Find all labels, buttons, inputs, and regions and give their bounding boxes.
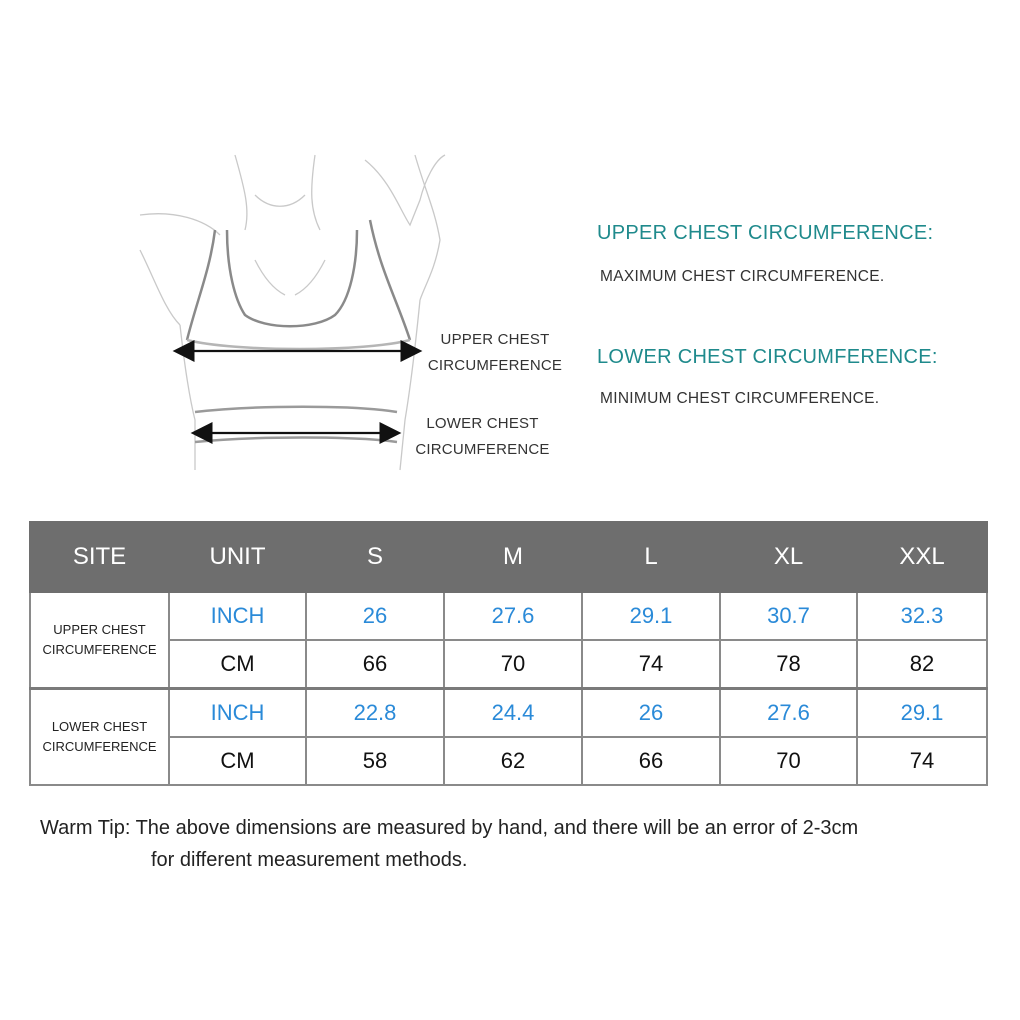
- table-row: [30, 592, 987, 640]
- unit-cell: CM: [169, 640, 306, 689]
- diagram-upper-label-line1: UPPER CHEST: [440, 331, 550, 348]
- value-cell: 70: [720, 737, 857, 785]
- header-size-m: M: [444, 522, 582, 592]
- value-cell: 26: [582, 689, 720, 738]
- value-cell: 26: [306, 592, 444, 640]
- lower-chest-description: MINIMUM CHEST CIRCUMFERENCE.: [600, 390, 880, 407]
- diagram-upper-label-line2: CIRCUMFERENCE: [427, 357, 563, 374]
- value-cell: 27.6: [720, 689, 857, 738]
- value-cell: 62: [444, 737, 582, 785]
- diagram-upper-chest-label: [415, 327, 575, 379]
- site-lower-chest: [30, 689, 169, 786]
- table-row: [30, 640, 987, 689]
- value-cell: 29.1: [857, 689, 987, 738]
- diagram-lower-chest-label: [400, 411, 565, 463]
- size-chart-table: [29, 521, 988, 786]
- header-unit: UNIT: [169, 522, 306, 592]
- header-size-xl: XL: [720, 522, 857, 592]
- diagram-lower-label-line2: CIRCUMFERENCE: [415, 441, 550, 458]
- diagram-lower-label-line1: LOWER CHEST: [426, 415, 539, 432]
- site-upper-line2: CIRCUMFERENCE: [42, 642, 157, 657]
- site-upper-chest: [30, 592, 169, 689]
- value-cell: 27.6: [444, 592, 582, 640]
- value-cell: 30.7: [720, 592, 857, 640]
- value-cell: 66: [306, 640, 444, 689]
- unit-cell: INCH: [169, 592, 306, 640]
- header-size-l: L: [582, 522, 720, 592]
- upper-chest-description: MAXIMUM CHEST CIRCUMFERENCE.: [600, 268, 885, 285]
- site-lower-line1: LOWER CHEST: [51, 719, 148, 734]
- warm-tip: [40, 812, 1015, 876]
- value-cell: 29.1: [582, 592, 720, 640]
- value-cell: 70: [444, 640, 582, 689]
- value-cell: 58: [306, 737, 444, 785]
- warm-tip-line1: Warm Tip: The above dimensions are measured by hand, and there will be an error of 2-3cm: [40, 817, 859, 839]
- header-size-xxl: XXL: [857, 522, 987, 592]
- table-row: [30, 689, 987, 738]
- value-cell: 74: [582, 640, 720, 689]
- unit-cell: CM: [169, 737, 306, 785]
- table-header-row: [30, 522, 987, 592]
- header-site: SITE: [30, 522, 169, 592]
- value-cell: 22.8: [306, 689, 444, 738]
- site-lower-line2: CIRCUMFERENCE: [42, 739, 157, 754]
- value-cell: 32.3: [857, 592, 987, 640]
- table-row: [30, 737, 987, 785]
- value-cell: 24.4: [444, 689, 582, 738]
- header-size-s: S: [306, 522, 444, 592]
- value-cell: 66: [582, 737, 720, 785]
- bra-outline: [187, 220, 410, 442]
- site-upper-line1: UPPER CHEST: [53, 622, 146, 637]
- value-cell: 78: [720, 640, 857, 689]
- value-cell: 74: [857, 737, 987, 785]
- value-cell: 82: [857, 640, 987, 689]
- unit-cell: INCH: [169, 689, 306, 738]
- upper-chest-heading: UPPER CHEST CIRCUMFERENCE:: [597, 222, 934, 244]
- lower-chest-heading: LOWER CHEST CIRCUMFERENCE:: [597, 346, 938, 368]
- warm-tip-line2: for different measurement methods.: [151, 849, 468, 871]
